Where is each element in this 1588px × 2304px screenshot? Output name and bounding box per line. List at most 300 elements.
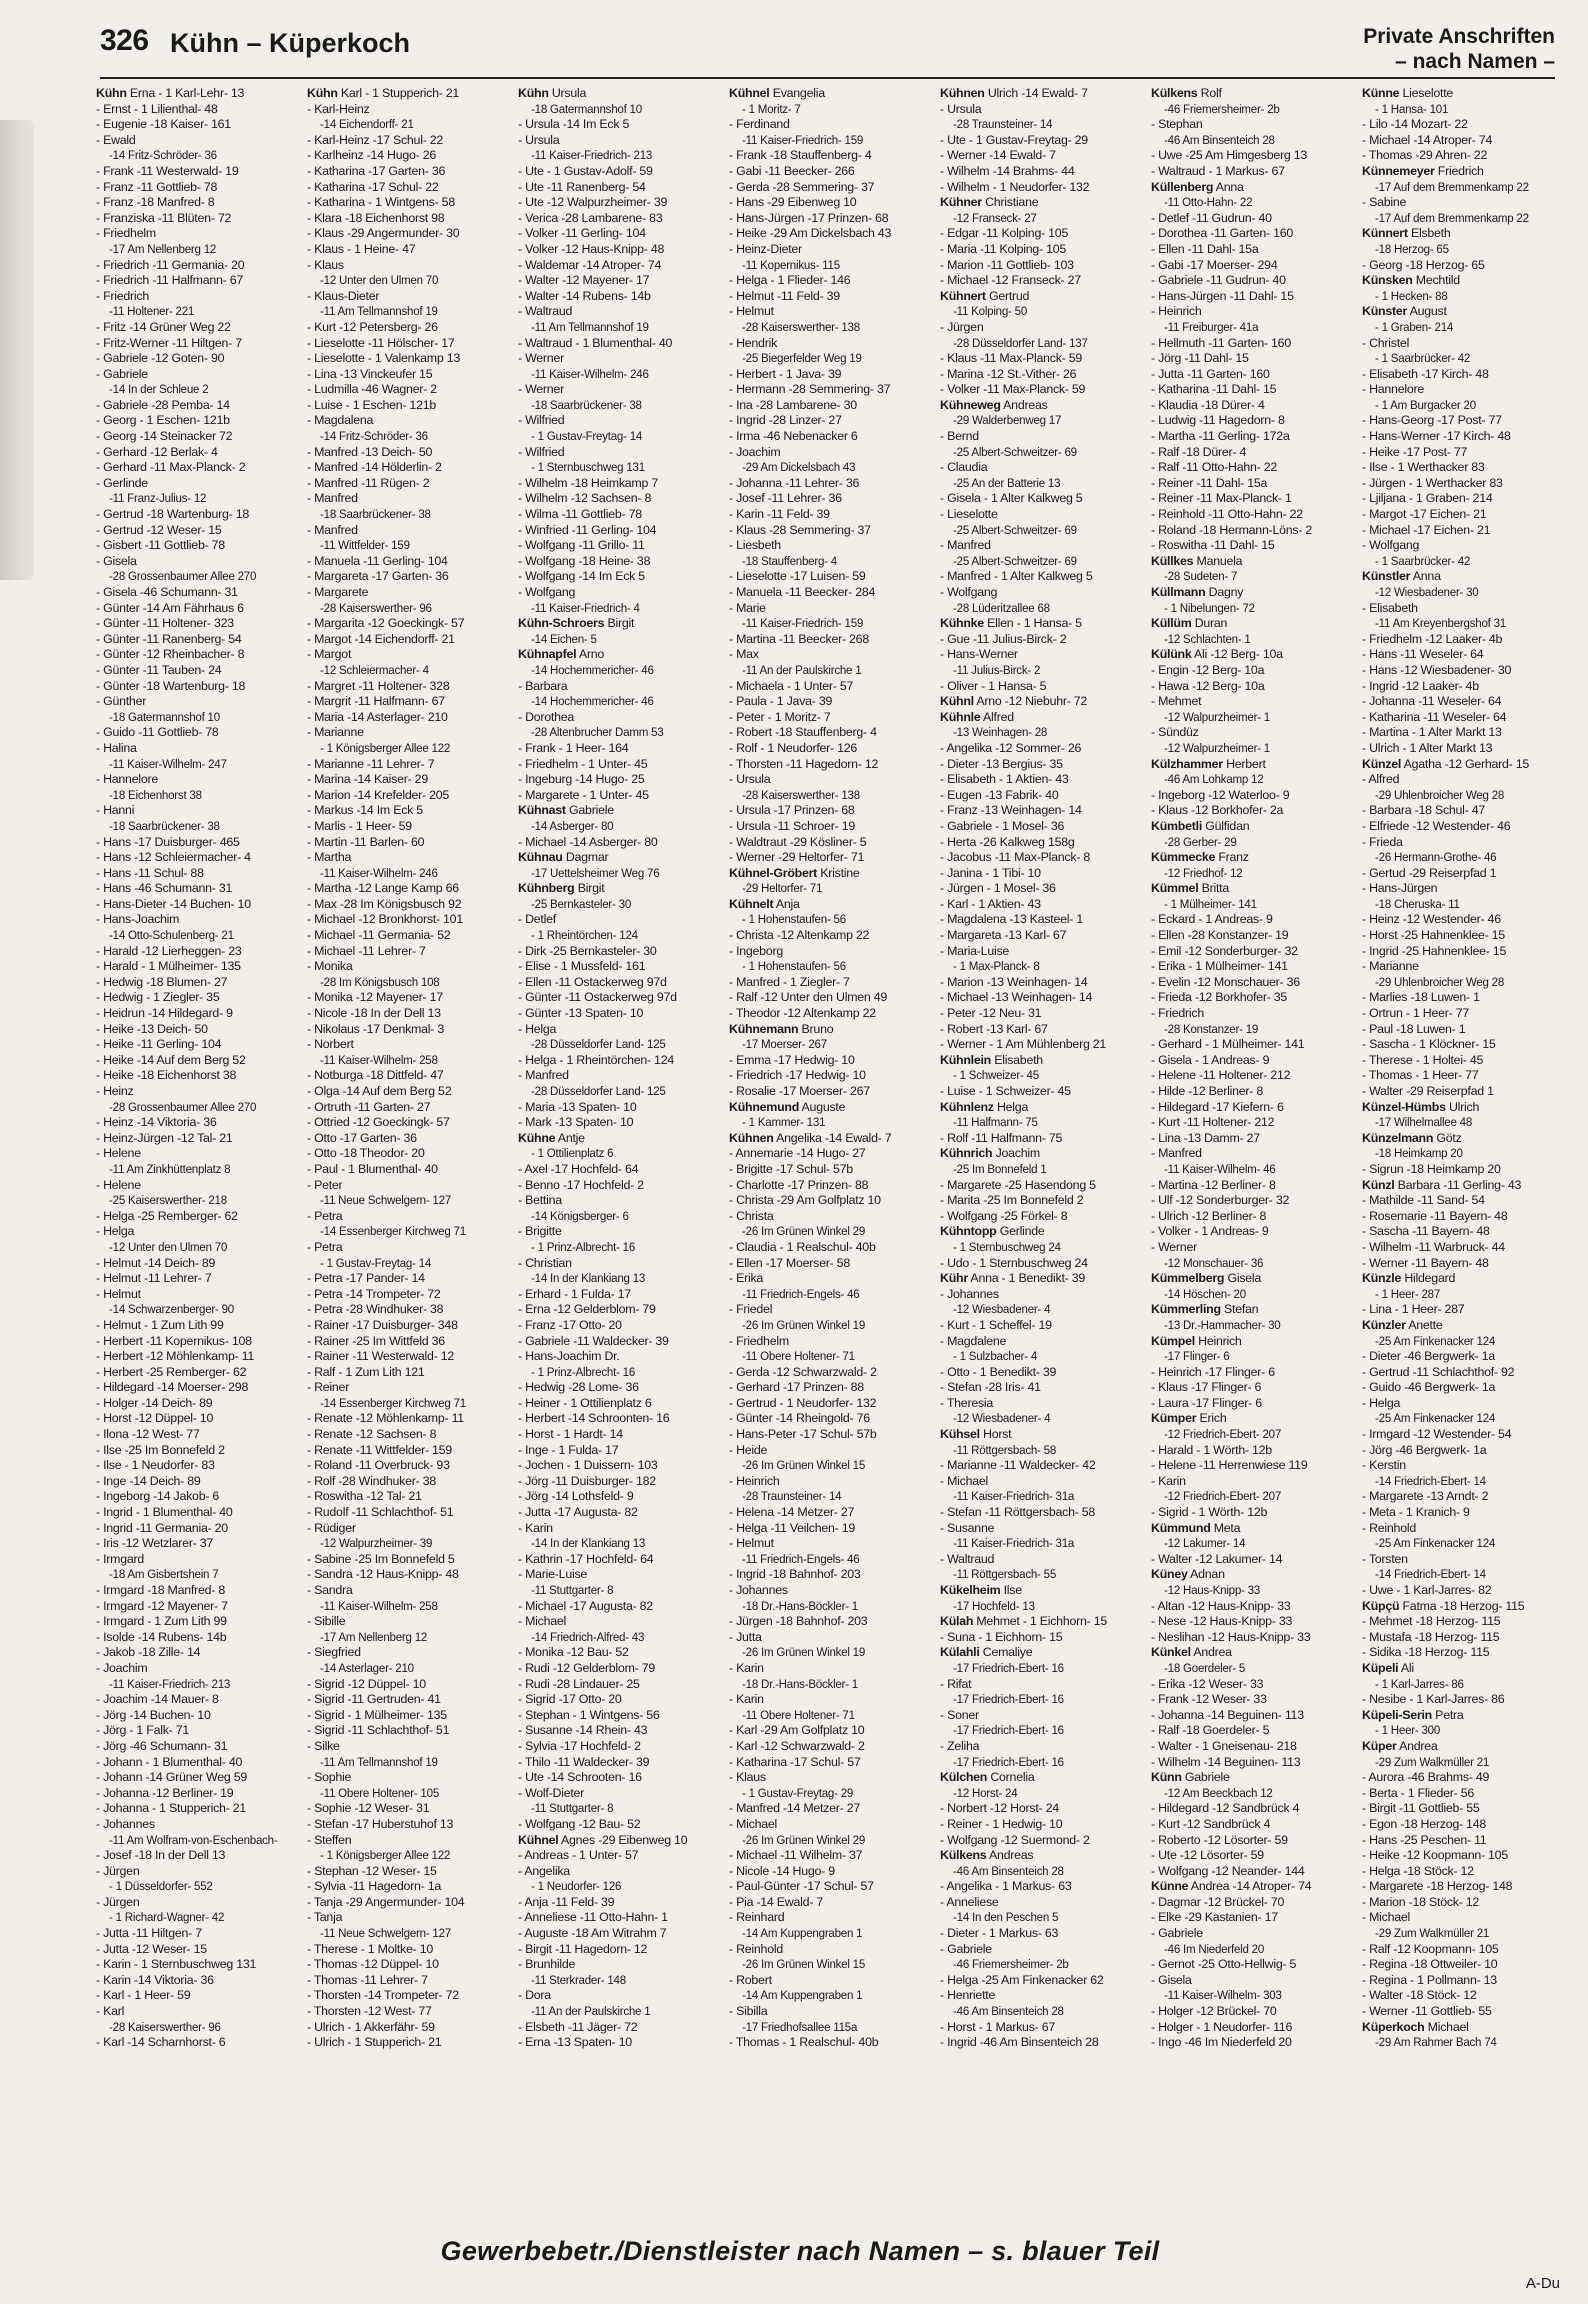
directory-entry: Kümmel Britta [1151,881,1230,896]
directory-entry: - Sibilla [729,2004,768,2019]
directory-entry: - Helga -11 Veilchen- 19 [729,1520,856,1535]
directory-entry: -25 Am Finkenacker 124 [1375,1536,1496,1551]
directory-entry: Kühn-Schroers Birgit [518,616,635,631]
directory-entry: -26 Hermann-Grothe- 46 [1375,850,1497,865]
directory-entry: - Johannes [940,1286,999,1301]
directory-entry: - Helga -25 Am Finkenacker 62 [940,1972,1104,1987]
directory-entry: - Robert -13 Karl- 67 [940,1021,1048,1036]
directory-entry: - Gabriele -11 Waldecker- 39 [518,1333,669,1348]
directory-entry: -11 Am Kreyenbergshof 31 [1375,616,1506,631]
directory-entry: - Michael -17 Eichen- 21 [1362,522,1491,537]
directory-entry: - Tanja -29 Angermunder- 104 [307,1894,465,1909]
directory-entry: - 1 Richard-Wagner- 42 [109,1910,225,1925]
directory-entry: - Jörg -11 Dahl- 15 [1151,351,1249,366]
directory-entry: Kühn Karl - 1 Stupperich- 21 [307,86,460,100]
directory-entry: - Josef -11 Lehrer- 36 [729,491,842,506]
directory-entry: - Wilhelm -14 Brahms- 44 [940,163,1075,178]
directory-entry: Kühne Antje [518,1130,585,1145]
directory-entry: Küllüm Duran [1151,616,1228,631]
directory-entry: - Ute - 1 Gustav-Adolf- 59 [518,163,653,178]
directory-entry: -12 Friedrich-Ebert- 207 [1164,1427,1282,1442]
directory-entry: -18 Dr.-Hans-Böckler- 1 [742,1598,858,1613]
directory-entry: Kühner Christiane [940,195,1039,210]
directory-entry: - Karin [729,1692,764,1707]
directory-entry: - Torsten [1362,1551,1408,1566]
directory-entry: - Ina -28 Lambarene- 30 [729,397,857,412]
directory-entry: Kühnlenz Helga [940,1099,1029,1114]
directory-entry: -29 Heltorfer- 71 [742,881,823,896]
directory-entry: - Robert -18 Stauffenberg- 4 [729,725,877,740]
directory-entry: - Kurt -11 Holtener- 212 [1151,1115,1275,1130]
directory-entry: - Mathilde -11 Sand- 54 [1362,1193,1485,1208]
directory-entry: - Hannelore [96,772,158,787]
directory-entry: - 1 Saarbrücker- 42 [1375,553,1471,568]
directory-entry: - Hans-Jürgen -17 Prinzen- 68 [729,210,889,225]
directory-entry: - Wolfgang [1362,538,1420,553]
directory-entry: - Martina - 1 Alter Markt 13 [1362,725,1502,740]
directory-entry: - Jürgen - 1 Werthacker 83 [1362,475,1503,490]
directory-entry: - Herbert -12 Möhlenkamp- 11 [96,1349,255,1364]
directory-entry: - Luise - 1 Schweizer- 45 [940,1084,1071,1098]
directory-entry: - Monika -12 Mayener- 17 [307,990,443,1005]
directory-entry: - 1 Gustav-Freytag- 14 [531,429,643,444]
directory-entry: - Manfred - 1 Alter Kalkweg 5 [940,569,1093,584]
directory-entry: - Ingrid -18 Bahnhof- 203 [729,1567,861,1582]
directory-entry: - Gisela -46 Schumann- 31 [96,585,238,599]
directory-entry: - Ute -12 Walpurzheimer- 39 [518,195,668,210]
directory-entry: - Marina -14 Kaiser- 29 [307,772,428,787]
directory-entry: - Charlotte -17 Prinzen- 88 [729,1177,869,1192]
directory-entry: - Werner [518,351,564,366]
directory-entry: - Reiner -11 Max-Planck- 1 [1151,491,1292,506]
footer-note: Gewerbebetr./Dienstleister nach Namen – s. blauer Teil [440,2236,1160,2266]
directory-entry: -46 Am Binsenteich 28 [1164,132,1275,147]
directory-entry: - Marion -14 Krefelder- 205 [307,787,450,802]
directory-entry: - Dagmar -12 Brückel- 70 [1151,1894,1285,1909]
directory-entry: -18 Goerdeler- 5 [1164,1660,1246,1675]
directory-entry: - Erika [729,1271,764,1286]
directory-entry: - Meta - 1 Kranich- 9 [1362,1505,1470,1520]
directory-entry: - Manfred - 1 Ziegler- 7 [729,974,850,989]
directory-entry: - Stefan -11 Röttgersbach- 58 [940,1505,1096,1520]
directory-entry: - Margret -11 Holtener- 328 [307,678,450,693]
directory-entry: - Max [729,647,759,662]
directory-entry: - Karl -29 Am Golfplatz 10 [729,1723,865,1738]
directory-entry: - Brigitte [518,1224,562,1239]
directory-entry: - Karin [729,1660,764,1675]
directory-entry: - Sandra -12 Haus-Knipp- 48 [307,1567,459,1582]
directory-entry: - Rosemarie -11 Bayern- 48 [1362,1208,1508,1223]
directory-entry: -26 Im Grünen Winkel 29 [742,1832,866,1847]
directory-entry: - Sascha - 1 Klöckner- 15 [1362,1037,1496,1052]
directory-entry: - Otto -17 Garten- 36 [307,1130,417,1145]
directory-entry: - 1 Königsberger Allee 122 [320,740,451,755]
directory-entry: - 1 Nibelungen- 72 [1164,600,1255,615]
directory-entry: - Johann -14 Grüner Weg 59 [96,1770,247,1785]
directory-entry: Kümmund Meta [1151,1520,1241,1535]
directory-entry: - Heike -17 Post- 77 [1362,444,1468,459]
directory-entry: - Gabi -11 Beecker- 266 [729,163,855,178]
directory-entry: -12 Friedrich-Ebert- 207 [1164,1489,1282,1504]
directory-entry: - Franz -18 Manfred- 8 [96,195,215,210]
directory-entry: - Jakob -18 Zille- 14 [96,1645,201,1660]
directory-entry: - Gerhard -17 Prinzen- 88 [729,1380,864,1395]
directory-entry: -11 Am Tellmannshof 19 [320,304,438,319]
directory-entry: - Susanne -14 Rhein- 43 [518,1723,648,1738]
directory-entry: -12 Wiesbadener- 4 [953,1411,1051,1426]
directory-entry: - Harald - 1 Mülheimer- 135 [96,959,241,974]
directory-column-2 [307,86,514,2236]
directory-entry: - Michael [1362,1910,1411,1925]
directory-entry: - Birgit -11 Hagedorn- 12 [518,1941,648,1956]
directory-column-4 [729,86,936,2236]
directory-entry: Külkens Andreas [940,1848,1034,1863]
directory-entry: Küllmann Dagny [1151,585,1244,599]
directory-entry: - Sigrun -18 Heimkamp 20 [1362,1161,1501,1176]
directory-entry: - Otto - 1 Benedikt- 39 [940,1364,1057,1379]
directory-entry: - Aurora -46 Brahms- 49 [1362,1770,1490,1785]
directory-entry: - Thomas - 1 Realschul- 40b [729,2035,879,2050]
directory-entry: - Hildegard -17 Kiefern- 6 [1151,1099,1284,1114]
directory-entry: - Wolfgang -12 Suermond- 2 [940,1832,1090,1847]
directory-entry: - Gabriele -28 Pemba- 14 [96,397,230,412]
directory-entry: Kümbetli Gülfidan [1151,818,1250,833]
directory-entry: -11 Holtener- 221 [109,304,195,319]
directory-entry: -18 Am Gisbertshein 7 [109,1567,219,1582]
directory-entry: Kümmelberg Gisela [1151,1271,1262,1286]
directory-entry: - Ralf -18 Dürer- 4 [1151,444,1247,459]
directory-entry: - Günter -11 Ostackerweg 97d [518,990,677,1005]
directory-entry: Kühnelt Anja [729,896,800,911]
directory-entry: - Klaus - 1 Heine- 47 [307,241,416,256]
directory-entry: Kühnapfel Arno [518,647,605,662]
directory-entry: -46 Friemersheimer- 2b [953,1957,1069,1972]
directory-entry: - Herbert -14 Schroonten- 16 [518,1411,670,1426]
directory-entry: -13 Weinhagen- 28 [953,725,1048,740]
directory-entry: - Thomas -29 Ahren- 22 [1362,148,1488,163]
directory-entry: - Werner - 1 Am Mühlenberg 21 [940,1037,1107,1052]
directory-entry: - Erna -12 Gelderblom- 79 [518,1302,656,1317]
directory-entry: -29 Am Rahmer Bach 74 [1375,2035,1497,2050]
directory-entry: -11 Am Tellmannshof 19 [531,319,649,334]
directory-entry: -17 Am Nellenberg 12 [109,241,217,256]
directory-entry: - Helene [96,1177,141,1192]
directory-entry: -17 Flinger- 6 [1164,1349,1230,1364]
directory-entry: - Ursula [729,772,771,787]
directory-entry: - Wilma -11 Gottlieb- 78 [518,507,642,522]
directory-entry: - Volker - 1 Andreas- 9 [1151,1224,1269,1239]
directory-entry: - Helene -11 Herrenwiese 119 [1151,1458,1308,1473]
directory-entry: -11 Kaiser-Friedrich- 31a [953,1536,1075,1551]
directory-entry: -14 Friedrich-Alfred- 43 [531,1629,645,1644]
directory-entry: - Hans -17 Duisburger- 465 [96,834,240,849]
directory-entry: - Udo - 1 Sternbuschweg 24 [940,1255,1088,1270]
directory-entry: - Anja -11 Feld- 39 [518,1894,615,1909]
directory-entry: - Manuela -11 Beecker- 284 [729,585,876,599]
directory-entry: -25 Am Finkenacker 124 [1375,1411,1496,1426]
directory-entry: - Hans -11 Weseler- 64 [1362,647,1484,662]
directory-entry: - Barbara -18 Schul- 47 [1362,803,1486,818]
directory-entry: - Magdalena -13 Kasteel- 1 [940,912,1083,927]
directory-entry: Künstler Anna [1362,569,1441,584]
directory-entry: - Heike -13 Deich- 50 [96,1021,208,1036]
directory-entry: - Wilfried [518,444,565,459]
directory-entry: -14 Königsberger- 6 [531,1208,629,1223]
directory-entry: - Jutta -12 Weser- 15 [96,1941,207,1956]
directory-entry: - Franz -11 Gottlieb- 78 [96,179,218,194]
directory-entry: - Erhard - 1 Fulda- 17 [518,1286,631,1301]
directory-entry: - Heike -12 Koopmann- 105 [1362,1848,1508,1863]
directory-entry: - Friedhelm - 1 Unter- 45 [518,756,648,771]
directory-entry: - Karlheinz -14 Hugo- 26 [307,148,436,163]
directory-entry: - Horst - 1 Hardt- 14 [518,1427,623,1442]
directory-entry: - Heidrun -14 Hildegard- 9 [96,1006,233,1021]
directory-entry: - Frank -12 Weser- 33 [1151,1692,1267,1707]
directory-entry: - Dieter -46 Bergwerk- 1a [1362,1349,1495,1364]
directory-entry: -14 Fritz-Schröder- 36 [109,148,217,163]
directory-entry: -14 Fritz-Schröder- 36 [320,429,428,444]
directory-entry: - Nesibe - 1 Karl-Jarres- 86 [1362,1692,1505,1707]
directory-entry: - Marianne [1362,959,1419,974]
directory-entry: - Walter -12 Mayener- 17 [518,273,650,288]
directory-entry: - Helmut -11 Feld- 39 [729,288,840,303]
directory-entry: - 1 Gustav-Freytag- 14 [320,1255,432,1270]
directory-entry: - Günter -11 Tauben- 24 [96,662,222,677]
directory-entry: - Hawa -12 Berg- 10a [1151,678,1265,693]
directory-entry: - Ute - 1 Gustav-Freytag- 29 [940,132,1088,147]
directory-entry: - Alfred [1362,772,1400,787]
directory-entry: Künnert Elsbeth [1362,226,1451,241]
directory-entry: -26 Im Grünen Winkel 15 [742,1458,866,1473]
directory-entry: -46 Im Niederfeld 20 [1164,1941,1265,1956]
directory-entry: - 1 Gustav-Freytag- 29 [742,1785,854,1800]
directory-entry: Külünk Ali -12 Berg- 10a [1151,647,1283,662]
directory-entry: -18 Saarbrückener- 38 [320,507,431,522]
directory-entry: Kühnl Arno -12 Niebuhr- 72 [940,694,1088,709]
directory-entry: - Heinrich [1151,304,1202,319]
directory-entry: - Marita -25 Im Bonnefeld 2 [940,1193,1084,1208]
directory-entry: - Wolfgang -11 Grillo- 11 [518,538,645,553]
directory-entry: - Joachim -14 Mauer- 8 [96,1692,219,1707]
directory-entry: -14 Asberger- 80 [531,818,614,833]
directory-entry: -14 Höschen- 20 [1164,1286,1246,1301]
directory-entry: - Sandra [307,1583,353,1597]
directory-entry: Külahli Cemaliye [940,1645,1033,1660]
directory-entry: - Ingrid -46 Am Binsenteich 28 [940,2035,1099,2050]
directory-entry: - Hannelore [1362,382,1424,397]
directory-entry: -12 Friedhof- 12 [1164,865,1243,880]
directory-entry: - Franziska -11 Blüten- 72 [96,210,232,225]
directory-entry: - Mehmet [1151,694,1202,709]
directory-entry: Küllkes Manuela [1151,553,1243,568]
directory-entry: - Ottried -12 Goeckingk- 57 [307,1115,450,1130]
directory-entry: - Werner -11 Gottlieb- 55 [1362,2004,1492,2019]
directory-entry: - Wilhelm -11 Warbruck- 44 [1362,1239,1505,1254]
directory-entry: - Detlef [518,912,556,927]
directory-entry: - Maria-Luise [940,943,1010,958]
directory-entry: - Jutta -11 Garten- 160 [1151,366,1270,381]
directory-entry: - Ralf -12 Koopmann- 105 [1362,1941,1499,1956]
directory-entry: - Joachim [96,1660,148,1675]
directory-entry: - Helmut [729,304,774,319]
directory-entry: - Hilde -12 Berliner- 8 [1151,1084,1264,1098]
directory-entry: - Helena -14 Metzer- 27 [729,1505,855,1520]
directory-entry: - Angelika - 1 Markus- 63 [940,1879,1072,1894]
directory-entry: -12 Walpurzheimer- 39 [320,1536,433,1551]
directory-entry: -14 Hochemmericher- 46 [531,662,654,677]
directory-entry: - 1 Prinz-Albrecht- 16 [531,1364,636,1379]
directory-entry: - Ulf -12 Sonderburger- 32 [1151,1193,1290,1208]
directory-entry: -11 Kaiser-Friedrich- 159 [742,616,864,631]
directory-entry: - 1 Graben- 214 [1375,319,1454,334]
directory-entry: - Gisbert -11 Gottlieb- 78 [96,538,225,553]
directory-entry: -25 Albert-Schweitzer- 69 [953,553,1077,568]
directory-entry: - Benno -17 Hochfeld- 2 [518,1177,644,1192]
directory-entry: -12 Haus-Knipp- 33 [1164,1583,1261,1597]
directory-entry: -14 Hochemmericher- 46 [531,694,654,709]
directory-entry: - Sigrid - 1 Wörth- 12b [1151,1505,1268,1520]
directory-entry: - Wilhelm - 1 Neudorfer- 132 [940,179,1090,194]
directory-entry: - Helmut -14 Deich- 89 [96,1255,216,1270]
directory-entry: -14 Eichendorff- 21 [320,117,414,132]
directory-entry: Künzel Agatha -12 Gerhard- 15 [1362,756,1530,771]
directory-entry: - Michael -11 Wilhelm- 37 [729,1848,863,1863]
directory-entry: -18 Gatermannshof 10 [109,709,220,724]
directory-entry: - Ortruth -11 Garten- 27 [307,1099,431,1114]
directory-entry: - Suna - 1 Eichhorn- 15 [940,1629,1063,1644]
directory-entry: - Theodor -12 Altenkamp 22 [729,1006,876,1021]
directory-entry: - Christa -29 Am Golfplatz 10 [729,1193,881,1208]
directory-entry: - 1 Rheintörchen- 124 [531,928,638,943]
directory-entry: Kühnen Angelika -14 Ewald- 7 [729,1130,892,1145]
directory-entry: - Johanna -14 Beguinen- 113 [1151,1707,1304,1722]
directory-entry: -25 Am Finkenacker 124 [1375,1333,1496,1348]
directory-entry: - Karl -14 Scharnhorst- 6 [96,2035,226,2050]
directory-entry: - Nicole -14 Hugo- 9 [729,1863,835,1878]
directory-entry: - Klaus -29 Angermunder- 30 [307,226,460,241]
directory-entry: - Zeliha [940,1738,980,1753]
directory-entry: -12 Am Beeckbach 12 [1164,1785,1273,1800]
directory-entry: - Winfried -11 Gerling- 104 [518,522,657,537]
directory-entry: Kümmerling Stefan [1151,1302,1259,1317]
directory-entry: - Petra -14 Trompeter- 72 [307,1286,441,1301]
directory-entry: - Klaus -11 Max-Planck- 59 [940,351,1083,366]
directory-entry: - Margarete [307,585,369,599]
directory-entry: - Waldtraut -29 Kösliner- 5 [729,834,867,849]
directory-entry: - Stefan -28 Iris- 41 [940,1380,1041,1395]
directory-entry: - 1 Karl-Jarres- 86 [1375,1676,1464,1691]
directory-entry: -11 Röttgersbach- 58 [953,1442,1057,1457]
directory-entry: -25 Bernkasteler- 30 [531,896,632,911]
directory-entry: - Elsbeth -11 Jäger- 72 [518,2019,638,2034]
directory-entry: - Wilhelm -12 Sachsen- 8 [518,491,652,506]
directory-entry: -11 An der Paulskirche 1 [742,662,862,677]
directory-entry: - Jochen - 1 Duissern- 103 [518,1458,658,1473]
directory-entry: - 1 Hohenstaufen- 56 [742,959,846,974]
directory-entry: - Helga [96,1224,135,1239]
directory-entry: -18 Heimkamp 20 [1375,1146,1463,1161]
directory-entry: - Marlis - 1 Heer- 59 [307,818,412,833]
directory-entry: -14 In den Peschen 5 [953,1910,1059,1925]
directory-column-3 [518,86,725,2236]
directory-entry: - Günter -14 Rheingold- 76 [729,1411,870,1426]
directory-entry: - Günter -12 Rheinbacher- 8 [96,647,245,662]
directory-entry: -28 Gerber- 29 [1164,834,1237,849]
directory-entry: - Helmut - 1 Zum Lith 99 [96,1317,224,1332]
directory-entry: - 1 Prinz-Albrecht- 16 [531,1239,636,1254]
directory-entry: - Peter - 1 Moritz- 7 [729,709,831,724]
directory-entry: - Klaus -28 Semmering- 37 [729,522,871,537]
directory-entry: -12 Schlachten- 1 [1164,631,1251,646]
directory-entry: - Klaus -12 Borkhofer- 2a [1151,803,1284,818]
directory-entry: - Roswitha -12 Tal- 21 [307,1489,422,1504]
directory-entry: - Claudia [940,460,988,475]
directory-entry: - Egon -18 Herzog- 148 [1362,1816,1486,1831]
directory-entry: - Marianne -11 Waldecker- 42 [940,1458,1096,1473]
directory-entry: Küpçü Fatma -18 Herzog- 115 [1362,1598,1525,1613]
directory-entry: Kühnel Evangelia [729,86,825,100]
directory-entry: -11 Kaiser-Wilhelm- 258 [320,1598,438,1613]
directory-entry: - Waldemar -14 Atroper- 74 [518,257,662,272]
directory-entry: - Norbert [307,1037,354,1052]
directory-entry: - Nicole -18 In der Dell 13 [307,1006,441,1021]
directory-entry: - Jörg -46 Schumann- 31 [96,1738,228,1753]
directory-entry: - Sabine [1362,195,1407,210]
directory-entry: - Michael -11 Germania- 52 [307,928,451,943]
directory-entry: -28 Düsseldorfer Land- 125 [531,1037,666,1052]
directory-entry: - Johannes [96,1816,155,1831]
directory-entry: Kühnel-Gröbert Kristine [729,865,860,880]
directory-entry: - Ursula [518,132,560,147]
directory-entry: - Norbert -12 Horst- 24 [940,1801,1059,1816]
directory-entry: -12 Franseck- 27 [953,210,1037,225]
directory-entry: - Herta -26 Kalkweg 158g [940,834,1075,849]
directory-entry: - Ellen -17 Moerser- 58 [729,1255,850,1270]
directory-column-1 [96,86,303,2236]
directory-entry: -29 Zum Walkmüller 21 [1375,1754,1490,1769]
directory-entry: - Hendrik [729,335,778,350]
directory-entry: -17 Friedhofsallee 115a [742,2019,858,2034]
directory-entry: - Karin [1151,1473,1186,1488]
directory-entry: -25 Albert-Schweitzer- 69 [953,444,1077,459]
directory-entry: -11 Röttgersbach- 55 [953,1567,1057,1582]
directory-entry: Kühnau Dagmar [518,850,609,865]
directory-entry: - Reinhard [729,1910,785,1925]
section-label-line2: – nach Namen – [1395,50,1555,73]
directory-entry: - Ludmilla -46 Wagner- 2 [307,382,437,397]
directory-entry: -11 Kaiser-Friedrich- 213 [109,1676,231,1691]
directory-entry: - Rudi -28 Lindauer- 25 [518,1676,640,1691]
directory-entry: - Erika -12 Weser- 33 [1151,1676,1264,1691]
directory-entry: - Susanne [940,1520,995,1535]
directory-entry: - Christel [1362,335,1410,350]
directory-column-6 [1151,86,1358,2236]
directory-entry: - Helmut -11 Lehrer- 7 [96,1271,212,1286]
directory-entry: -13 Dr.-Hammacher- 30 [1164,1317,1281,1332]
directory-entry: - Franz -13 Weinhagen- 14 [940,803,1082,818]
directory-entry: - Siegfried [307,1645,361,1660]
directory-entry: -11 Stuttgarter- 8 [531,1801,614,1816]
directory-entry: -12 Walpurzheimer- 1 [1164,709,1270,724]
directory-entry: - Friedrich -17 Hedwig- 10 [729,1068,866,1083]
directory-entry: -14 Am Kuppengraben 1 [742,1988,863,2003]
directory-entry: -11 Kaiser-Friedrich- 159 [742,132,864,147]
directory-entry: - Mustafa -18 Herzog- 115 [1362,1629,1500,1644]
directory-entry: - Christa [729,1208,774,1223]
directory-entry: - Heide [729,1442,768,1457]
directory-entry: - Gisela [96,553,137,568]
directory-entry: - Dora [518,1988,551,2003]
